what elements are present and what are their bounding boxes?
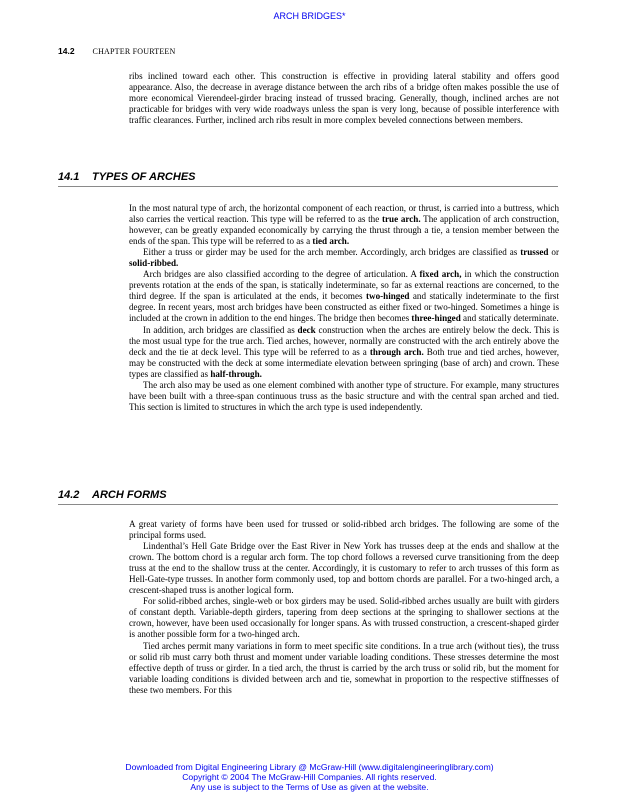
paragraph: Tied arches permit many variations in form to meet specific site conditions. In a true arch (without ties), the truss or solid rib must carry both thrust and moment under variable loading conditions. These stresses determine the most effective depth of truss or girder. In a tied arch, the thrust is carried by the arch truss or solid rib, but the moment for variable loading conditions is divided between arch and tie, somewhat in proportion to the respective stiffnesses of these two members. For this (129, 640, 559, 695)
bold-term: tied arch. (312, 236, 350, 247)
section-heading-types-of-arches (58, 171, 558, 187)
bold-term: trussed (520, 247, 549, 258)
document-banner: ARCH BRIDGES* (273, 11, 346, 21)
section-body-arch-forms (129, 519, 559, 696)
footer-terms-link[interactable]: Any use is subject to the Terms of Use as given at the website. (190, 782, 429, 793)
intro-block (129, 71, 559, 126)
section-title: TYPES OF ARCHES (92, 171, 196, 183)
paragraph: The arch also may be used as one element combined with another type of structure. For example, many structures have been built with a three-span continuous truss as the basic structure and with the central span arched and tied. This section is limited to structures in which the arch type is used independently. (129, 379, 559, 412)
section-number: 14.2 (58, 489, 80, 501)
page-number: 14.2 (58, 46, 75, 56)
paragraph: In addition, arch bridges are classified as deck construction when the arches are entirely below the deck. This is the most usual type for the true arch. Tied arches, however, normally are constructed with the arch entirely above the deck and the tie at deck level. This type will be referred to as a through arch. Both true and tied arches, however, may be constructed with the deck at some intermediate elevation between springing (base of arch) and crown. These types are classified as half-through. (129, 324, 559, 379)
bold-term: through arch. (369, 346, 424, 357)
paragraph: In the most natural type of arch, the horizontal component of each reaction, or thrust, is carried into a buttress, which also carries the vertical reaction. This type will be referred to as the true arch. The application of arch construction, however, can be greatly expanded economically by carrying the thrust through a tie, a tension member between the ends of the span. This type will be referred to as a tied arch. (129, 203, 560, 247)
paragraph: Lindenthal’s Hell Gate Bridge over the East River in New York has trusses deep at the ends and shallow at the crown. The bottom chord is a regular arch form. The top chord follows a reversed curve transitioning from the deep truss at the end to the shallow truss at the center. Accordingly, it is customary to refer to arch trusses of this form as Hell-Gate-type trusses. In another form commonly used, top and bottom chords are parallel. For a two-hinged arch, a crescent-shaped truss is another logical form. (129, 541, 559, 596)
section-heading-arch-forms (58, 489, 558, 505)
chapter-title: CHAPTER FOURTEEN (92, 47, 176, 56)
bold-term: three-hinged (411, 313, 461, 324)
footer-copyright: Copyright © 2004 The McGraw-Hill Companies. All rights reserved. (182, 772, 437, 783)
running-head (58, 46, 176, 56)
paragraph: Arch bridges are also classified according to the degree of articulation. A fixed arch, in which the construction prevents rotation at the ends of the span, is statically indeterminate, so far as external reactions are concerned, to the third degree. If the span is articulated at the ends, it becomes two-hinged and statically indeterminate to the first degree. In recent years, most arch bridges have been constructed as either fixed or two-hinged. Sometimes a hinge is included at the crown in addition to the end hinges. The bridge then becomes three-hinged and statically determinate. (129, 269, 559, 324)
section-body-types-of-arches (129, 203, 559, 413)
paragraph: For solid-ribbed arches, single-web or box girders may be used. Solid-ribbed arches usually are built with girders of constant depth. Variable-depth girders, tapering from deep sections at the springing to shallower sections at the crown, however, have been used occasionally for longer spans. As with trussed construction, a crescent-shaped girder is another possible form for a two-hinged arch. (129, 596, 559, 640)
bold-term: half-through. (210, 368, 262, 379)
section-title: ARCH FORMS (92, 489, 167, 501)
bold-term: solid-ribbed. (129, 258, 179, 269)
paragraph: Either a truss or girder may be used for the arch member. Accordingly, arch bridges are classified as trussed or solid-ribbed. (129, 247, 559, 269)
paragraph: A great variety of forms have been used for trussed or solid-ribbed arch bridges. The following are some of the principal forms used. (129, 519, 559, 541)
bold-term: deck (297, 324, 316, 335)
bold-term: true arch. (381, 214, 421, 225)
bold-term: two-hinged (365, 291, 410, 302)
intro-paragraph: ribs inclined toward each other. This construction is effective in providing lateral stability and offers good appearance. Also, the decrease in average distance between the arch ribs of a bridge often makes possible the use of more economical Vierendeel-girder bracing instead of trussed bracing. Generally, though, inclined arches are not practicable for bridges with very wide roadways unless the span is very long, because of possible interference with traffic clearances. Further, inclined arch ribs result in more complex beveled connections between members. (129, 71, 559, 126)
bold-term: fixed arch, (419, 269, 462, 280)
footer-source-link[interactable]: Downloaded from Digital Engineering Library @ McGraw-Hill (www.digitalengineeringlibrary.com) (125, 762, 494, 772)
section-number: 14.1 (58, 171, 80, 183)
download-notice (0, 762, 619, 793)
